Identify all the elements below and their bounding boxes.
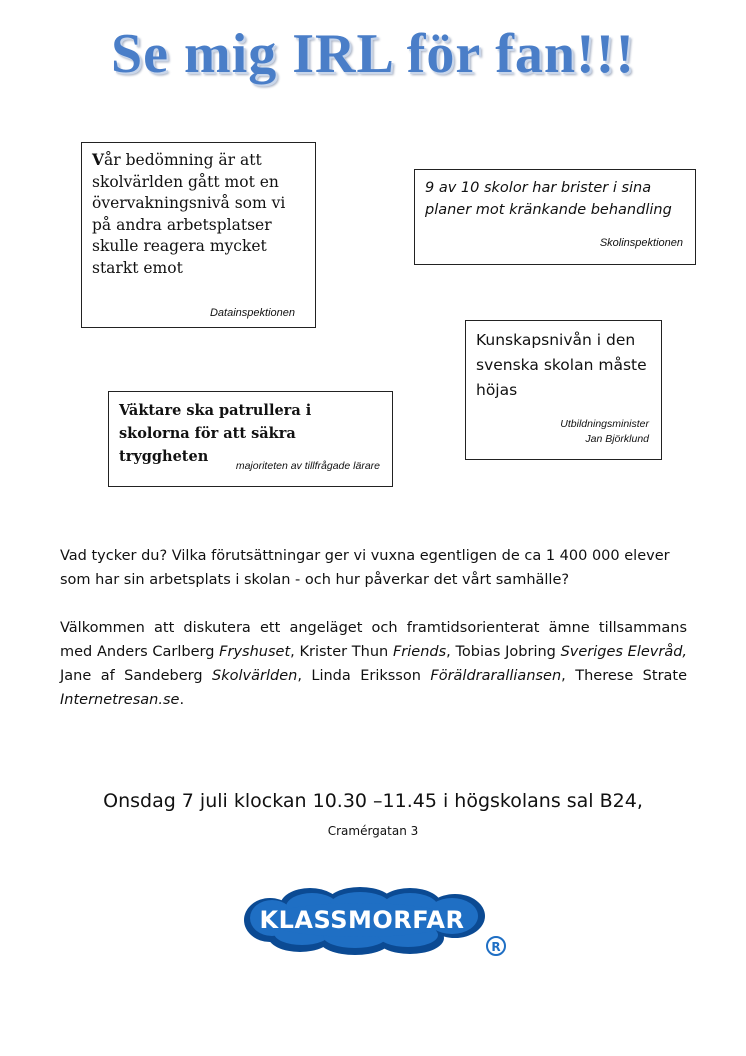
quote-source: Datainspektionen — [209, 307, 295, 319]
quote-body: år bedömning är att skolvärlden gått mot en övervakningsnivå som vi på andra arbetsplatser skulle reagera mycket starkt emot — [92, 151, 286, 277]
quote-box-vaktare — [108, 391, 393, 487]
intro-paragraph: Vad tycker du? Vilka förutsättningar ger vi vuxna egentligen de ca 1 400 000 elever som har sin arbetsplats i skolan - och hur påverkar det vårt samhälle? — [60, 548, 670, 588]
quote-text — [92, 149, 305, 279]
event-datetime: Onsdag 7 juli klockan 10.30 –11.45 i högskolans sal B24, — [103, 790, 643, 812]
registered-mark-text: R — [491, 940, 501, 954]
participant: Anders Carlberg Fryshuset, — [96, 644, 300, 660]
quote-source: Skolinspektionen — [599, 237, 683, 249]
participant: Tobias Jobring Sveriges Elevråd, — [455, 644, 688, 660]
quote-box-utbildningsminister — [465, 320, 662, 460]
quote-source — [560, 417, 649, 447]
page-title: Se mig IRL för fan!!! — [111, 23, 635, 85]
quote-source-title: Utbildningsminister — [560, 418, 649, 430]
quote-text: 9 av 10 skolor har brister i sina planer mot kränkande behandling — [425, 180, 672, 218]
participant: Krister Thun Friends, — [299, 644, 456, 660]
participant: Therese Strate Internetresan.se. — [60, 668, 688, 708]
quote-source-name: Jan Björklund — [585, 433, 649, 445]
quote-initial: V — [92, 150, 105, 169]
quote-text: Kunskapsnivån i den svenska skolan måste höjas — [476, 331, 647, 399]
quote-source: majoriteten av tillfrågade lärare — [235, 460, 380, 472]
event-address: Cramérgatan 3 — [327, 824, 419, 838]
participant: Jane af Sandeberg Skolvärlden, — [60, 668, 312, 684]
participant: Linda Eriksson Föräldraralliansen, — [311, 668, 576, 684]
invitation-intro: Välkommen att diskutera ett angeläget och framtidsorienterat ämne tillsammans med — [60, 620, 687, 660]
quote-box-skolinspektionen — [414, 169, 696, 265]
quote-box-datainspektionen — [81, 142, 316, 328]
logo-text: KLASSMORFAR — [259, 906, 465, 934]
invitation-paragraph — [60, 616, 687, 712]
quote-text: Väktare ska patrullera i skolorna för att säkra tryggheten — [119, 402, 312, 465]
klassmorfar-logo — [240, 886, 510, 958]
